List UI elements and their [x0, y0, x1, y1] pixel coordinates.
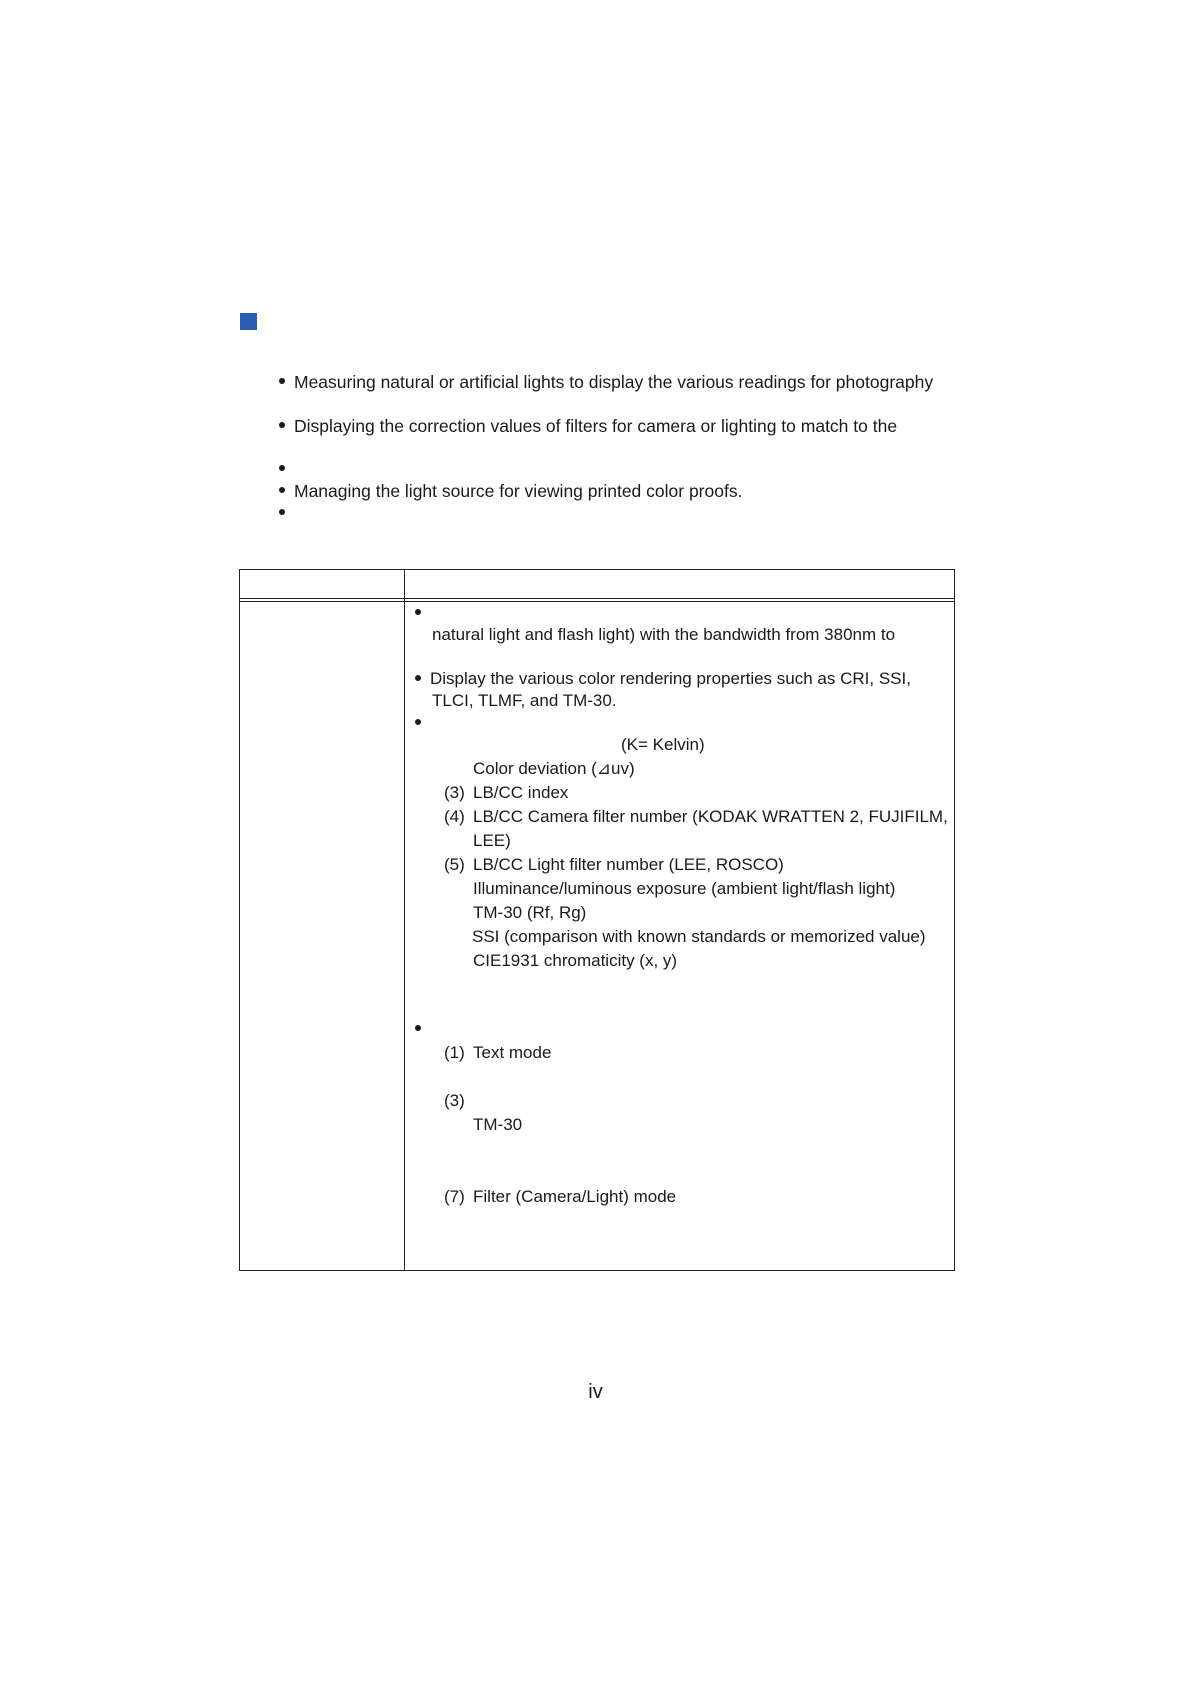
intro-bullet	[279, 502, 294, 524]
reading-item: Illuminance/luminous exposure (ambient light/flash light)	[473, 879, 896, 898]
intro-bullet: Displaying the correction values of filters for camera or lighting to match to the	[279, 415, 897, 437]
intro-bullet	[279, 458, 294, 480]
feature-bullet: Display the various color rendering properties such as CRI, SSI,	[415, 668, 911, 690]
bullet-dot	[279, 465, 285, 471]
mode-item: TM-30	[473, 1115, 523, 1134]
item-number: (1)	[444, 1043, 465, 1062]
intro-bullet: Measuring natural or artificial lights to display the various readings for photography	[279, 371, 933, 393]
item-number: (4)	[444, 807, 465, 826]
bullet-dot	[279, 378, 285, 384]
bullet-dot	[415, 675, 421, 681]
reading-item: TM-30 (Rf, Rg)	[473, 903, 587, 922]
table-column-rule	[404, 570, 405, 1270]
feature-bullet	[415, 712, 430, 734]
bullet-dot	[279, 487, 285, 493]
bullet-dot	[415, 609, 421, 615]
item-number: (3)	[444, 783, 465, 802]
page-number: iv	[588, 1381, 603, 1403]
bullet-dot	[415, 1025, 421, 1031]
feature-text: natural light and flash light) with the bandwidth from 380nm to	[432, 625, 896, 644]
feature-bullet	[415, 602, 430, 624]
bullet-dot	[279, 509, 285, 515]
reading-item: LB/CC Light filter number (LEE, ROSCO)	[473, 855, 784, 874]
reading-item: CIE1931 chromaticity (x, y)	[473, 951, 678, 970]
mode-item: Filter (Camera/Light) mode	[473, 1187, 677, 1206]
item-number: (7)	[444, 1187, 465, 1206]
section-marker	[240, 313, 257, 330]
reading-item-cont: LEE)	[473, 831, 511, 850]
table-header-rule	[240, 601, 954, 602]
feature-bullet	[415, 1018, 430, 1040]
reading-item: SSI (comparison with known standards or memorized value)	[472, 927, 926, 946]
intro-bullet: Managing the light source for viewing printed color proofs.	[279, 480, 742, 502]
reading-item: LB/CC Camera filter number (KODAK WRATTEN 2, FUJIFILM,	[473, 807, 948, 826]
bullet-dot	[279, 422, 285, 428]
kelvin-note: (K= Kelvin)	[621, 735, 705, 754]
reading-item: Color deviation (⊿uv)	[473, 759, 635, 778]
spec-table	[239, 569, 955, 1271]
mode-item: Text mode	[473, 1043, 552, 1062]
table-header-rule	[240, 598, 954, 599]
reading-item: LB/CC index	[473, 783, 569, 802]
bullet-dot	[415, 719, 421, 725]
feature-text: TLCI, TLMF, and TM-30.	[432, 691, 617, 710]
item-number: (5)	[444, 855, 465, 874]
item-number: (3)	[444, 1091, 465, 1110]
